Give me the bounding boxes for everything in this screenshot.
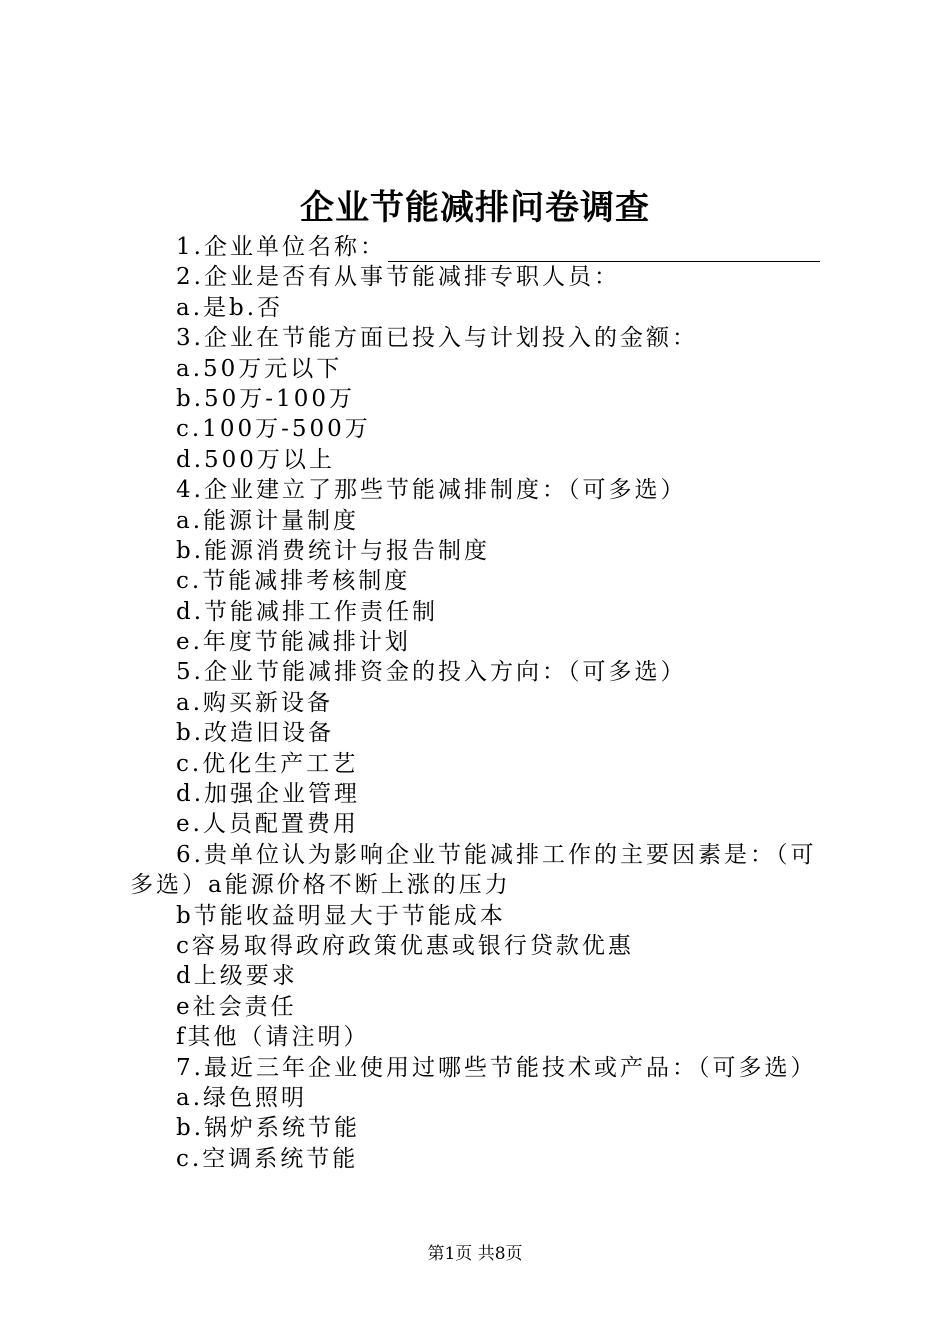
option-line: c.空调系统节能 — [176, 1145, 359, 1172]
option-line: b.50万-100万 — [176, 385, 355, 412]
option-line: f其他（请注明） — [176, 1024, 370, 1051]
option-line: a.购买新设备 — [176, 689, 334, 716]
page-footer: 第1页 共8页 — [427, 1244, 523, 1264]
document-title: 企业节能减排问卷调查 — [300, 188, 650, 228]
question-line: 4.企业建立了那些节能减排制度：（可多选） — [176, 477, 687, 504]
option-line: b.锅炉系统节能 — [176, 1115, 361, 1142]
option-line: c.100万-500万 — [176, 416, 371, 443]
option-line: c.节能减排考核制度 — [176, 568, 411, 595]
option-line: b.改造旧设备 — [176, 720, 335, 747]
option-line: e.年度节能减排计划 — [176, 629, 411, 656]
option-line: d上级要求 — [176, 963, 298, 990]
option-line: a.能源计量制度 — [176, 507, 360, 534]
question-label: 1.企业单位名称： — [176, 234, 386, 260]
questionnaire-body — [130, 232, 830, 1174]
question-line: 2.企业是否有从事节能减排专职人员： — [176, 264, 620, 291]
option-line: c.优化生产工艺 — [176, 750, 359, 777]
option-line: e社会责任 — [176, 993, 297, 1020]
option-line: d.加强企业管理 — [176, 781, 361, 808]
option-line: e.人员配置费用 — [176, 811, 359, 838]
option-line: a.50万元以下 — [176, 355, 343, 382]
option-line: d.500万以上 — [176, 446, 335, 473]
option-line: a.绿色照明 — [176, 1084, 308, 1111]
question-line: 7.最近三年企业使用过哪些节能技术或产品：（可多选） — [176, 1054, 817, 1081]
option-line: c容易取得政府政策优惠或银行贷款优惠 — [176, 933, 634, 960]
question-line: 3.企业在节能方面已投入与计划投入的金额： — [176, 325, 698, 352]
question-line: 5.企业节能减排资金的投入方向：（可多选） — [176, 659, 687, 686]
option-line: a.是b.否 — [176, 294, 284, 321]
option-line: b节能收益明显大于节能成本 — [176, 902, 506, 929]
option-line: b.能源消费统计与报告制度 — [176, 537, 491, 564]
question-paragraph: 6.贵单位认为影响企业节能减排工作的主要因素是：（可多选）a能源价格不断上涨的压力 — [130, 841, 817, 899]
question-company-name — [130, 232, 830, 262]
company-name-blank[interactable] — [388, 235, 820, 262]
option-line: d.节能减排工作责任制 — [176, 598, 439, 625]
